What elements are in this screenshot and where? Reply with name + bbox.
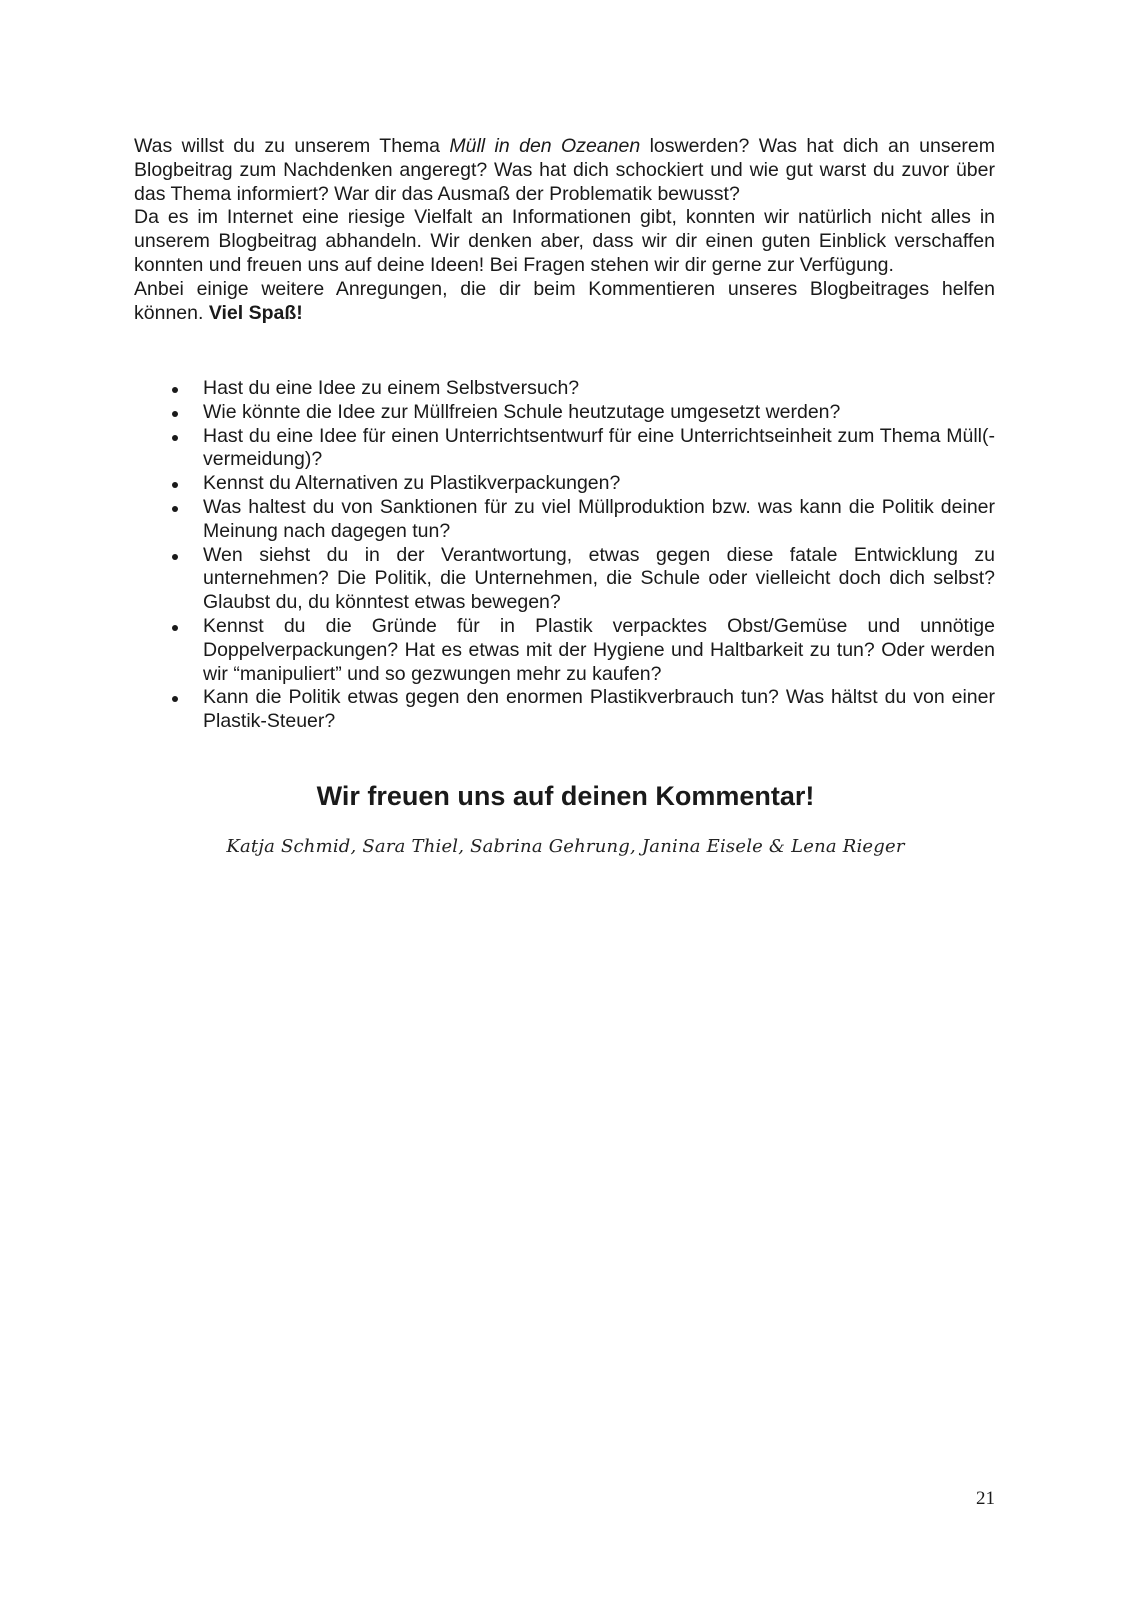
question-item [134, 496, 995, 544]
author-signature: Katja Schmid, Sara Thiel, Sabrina Gehrung, Janina Eisele & Lena Rieger [226, 836, 905, 857]
question-item [134, 425, 995, 473]
question-text: Hast du eine Idee für einen Unterrichtsentwurf für eine Unterrichtseinheit zum Thema Müll(-vermeidung)? [203, 424, 995, 471]
question-text: Was haltest du von Sanktionen für zu viel Müllproduktion bzw. was kann die Politik deiner Meinung nach dagegen tun? [203, 495, 995, 542]
question-text: Hast du eine Idee zu einem Selbstversuch? [203, 377, 580, 399]
question-item [134, 377, 995, 401]
question-text: Kennst du Alternativen zu Plastikverpackungen? [203, 472, 621, 495]
question-text: Kennst du die Gründe für in Plastik verpacktes Obst/Gemüse und unnötige Doppelverpackungen? Hat es etwas mit der Hygiene und Haltbarkeit zu tun? Oder werden wir “manipuliert” und so gezwungen mehr zu kaufen? [203, 614, 995, 685]
question-item [134, 544, 995, 615]
bullet-icon [172, 554, 178, 560]
intro-paragraph-3-start: Anbei einige weitere Anregungen, die dir beim Kommentieren unseres Blogbeitrages helfen können. [134, 277, 995, 324]
question-item [134, 686, 995, 734]
bullet-icon [172, 506, 178, 512]
bullet-icon [172, 435, 178, 441]
topic-title: Müll in den Ozeanen [449, 135, 641, 157]
viel-spass-emphasis: Viel Spaß! [208, 301, 303, 324]
question-list [134, 377, 995, 734]
bullet-icon [172, 387, 178, 393]
closing-heading: Wir freuen uns auf deinen Kommentar! [316, 781, 815, 811]
bullet-icon [172, 482, 178, 488]
bullet-icon [172, 411, 178, 417]
intro-paragraph-1 [134, 135, 995, 206]
intro-paragraph-2: Da es im Internet eine riesige Vielfalt an Informationen gibt, konnten wir natürlich nicht alles in unserem Blogbeitrag abhandeln. Wir denken aber, dass wir dir einen guten Einblick verschaffen konnten und freuen uns auf deine Ideen! Bei Fragen stehen wir dir gerne zur Verfügung. [134, 206, 995, 276]
intro-text [134, 135, 995, 325]
bullet-icon [172, 696, 178, 702]
intro-paragraph-1-end: loswerden? Was hat dich an unserem Blogbeitrag zum Nachdenken angeregt? Was hat dich schockiert und wie gut warst du zuvor über das Thema informiert? War dir das Ausmaß der Problematik bewusst? [134, 135, 995, 205]
question-text: Wie könnte die Idee zur Müllfreien Schule heutzutage umgesetzt werden? [203, 400, 841, 423]
question-item [134, 472, 995, 496]
bullet-icon [172, 625, 178, 631]
page-number: 21 [976, 1488, 995, 1509]
question-text: Kann die Politik etwas gegen den enormen Plastikverbrauch tun? Was hältst du von einer Plastik-Steuer? [203, 686, 995, 733]
question-item [134, 401, 995, 425]
question-text: Wen siehst du in der Verantwortung, etwas gegen diese fatale Entwicklung zu unternehmen? Die Politik, die Unternehmen, die Schule oder vielleicht doch dich selbst? Glaubst du, du könntest etwas bewegen? [203, 543, 995, 614]
intro-paragraph-3 [134, 278, 995, 326]
intro-paragraph-1-start: Was willst du zu unserem Thema [134, 135, 450, 157]
question-item [134, 615, 995, 686]
